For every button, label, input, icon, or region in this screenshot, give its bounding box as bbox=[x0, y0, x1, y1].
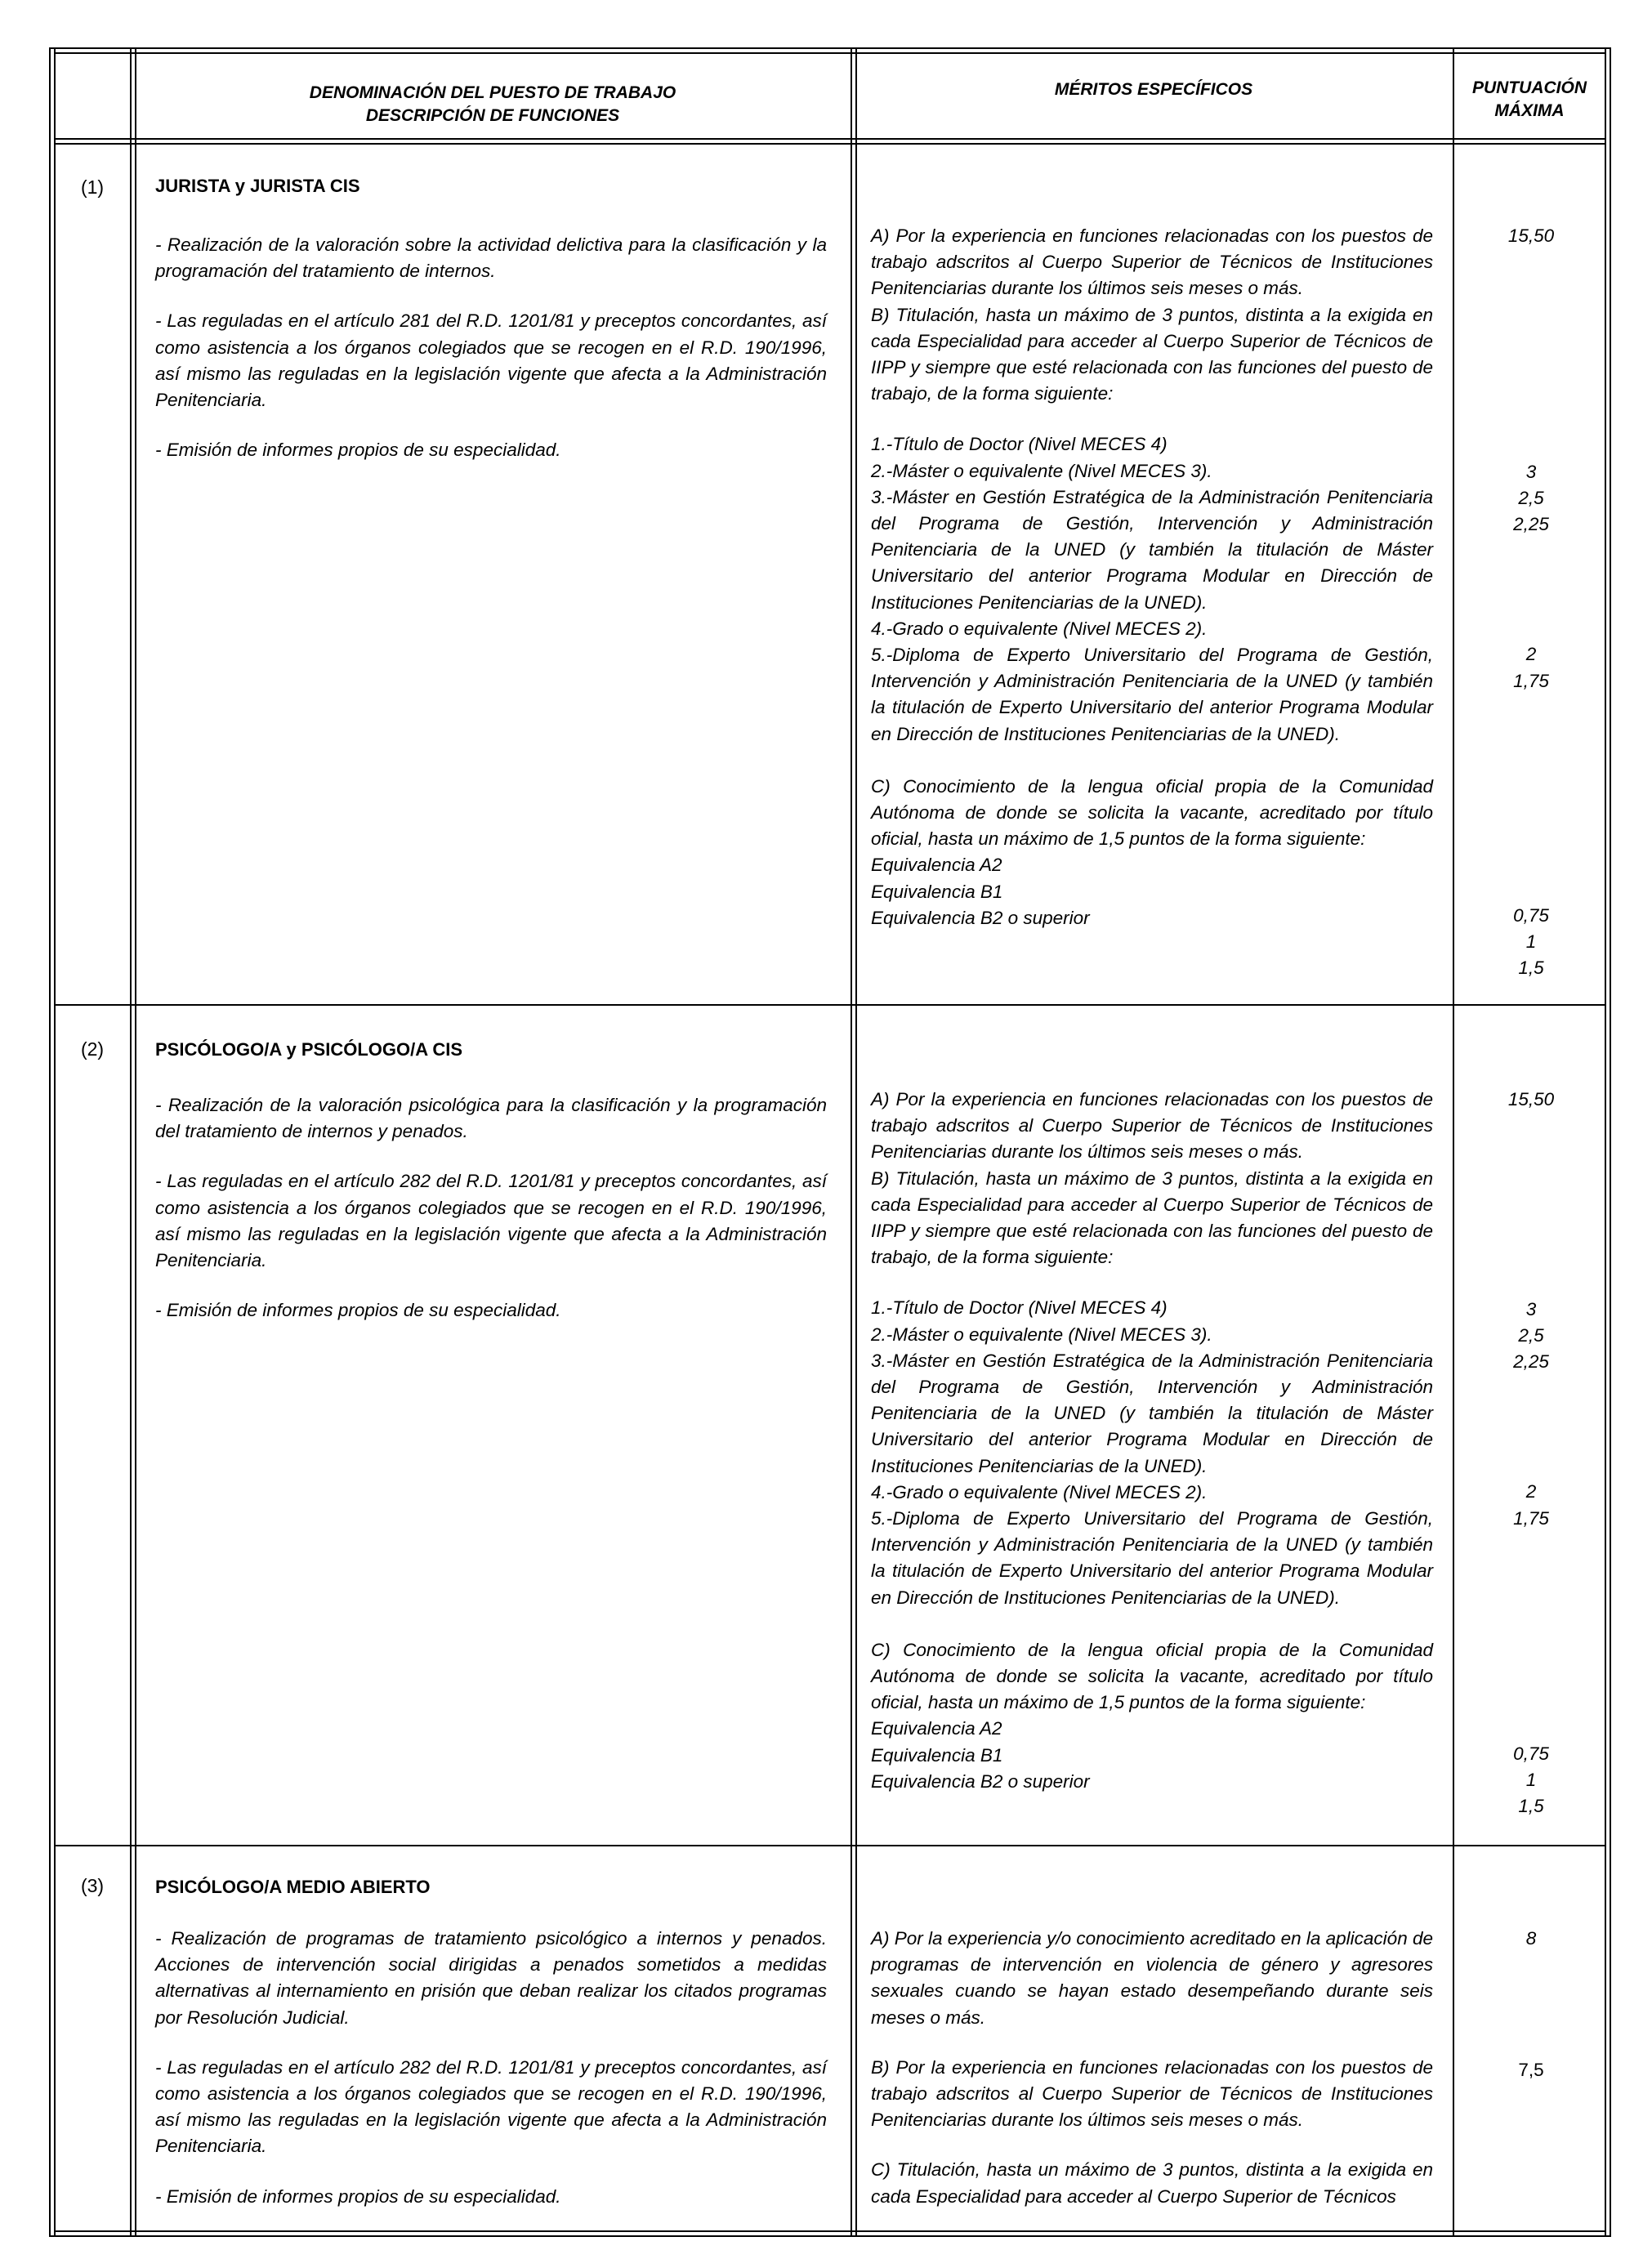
equivalence-item: Equivalencia B1 bbox=[871, 881, 1003, 902]
function-item: - Las reguladas en el artículo 282 del R.D. 1201/81 y preceptos concordantes, así como asistencia a los órganos colegiados que se recogen en el R.D. 190/1996, así mismo las reguladas en la legislación vigente que afecta a la Administración Penitenciaria. bbox=[155, 1171, 827, 1271]
title-item: 2.-Máster o equivalente (Nivel MECES 3). bbox=[871, 460, 1212, 481]
job-title: PSICÓLOGO/A MEDIO ABIERTO bbox=[155, 1877, 431, 1897]
score-value: 1,5 bbox=[1518, 1796, 1544, 1816]
title-item: 3.-Máster en Gestión Estratégica de la Administración Penitenciaria del Programa de Gestión, Intervención y Administración Penitenciaria de la UNED (y también la titulación de Máster Universitario del anterior Programa Modular en Dirección de Instituciones Penitenciarias de la UNED). bbox=[871, 486, 1433, 613]
score-value: 1,75 bbox=[1513, 671, 1549, 691]
score-value: 1,5 bbox=[1518, 958, 1544, 978]
function-item: - Las reguladas en el artículo 282 del R.D. 1201/81 y preceptos concordantes, así como asistencia a los órganos colegiados que se recogen en el R.D. 190/1996, así mismo las reguladas en la legislación vigente que afecta a la Administración Penitenciaria. bbox=[155, 2056, 827, 2157]
score-value: 0,75 bbox=[1513, 1743, 1549, 1764]
merits-column bbox=[871, 1926, 1433, 2210]
functions-column bbox=[155, 1926, 827, 2210]
functions-column bbox=[155, 1092, 827, 1324]
merit-a: A) Por la experiencia en funciones relacionadas con los puestos de trabajo adscritos al Cuerpo Superior de Técnicos de Instituciones Penitenciarias durante los últimos seis meses o más. bbox=[871, 225, 1433, 299]
score-value: 1,75 bbox=[1513, 1508, 1549, 1529]
function-item: - Realización de la valoración psicológica para la clasificación y la programación del tratamiento de internos y penados. bbox=[155, 1095, 827, 1142]
merit-c: C) Conocimiento de la lengua oficial propia de la Comunidad Autónoma de donde se solicita la vacante, acreditado por título oficial, hasta un máximo de 1,5 puntos de la forma siguiente: bbox=[871, 1639, 1433, 1713]
score-value: 0,75 bbox=[1513, 905, 1549, 926]
function-item: - Emisión de informes propios de su especialidad. bbox=[155, 1300, 561, 1321]
header-title-line1: DENOMINACIÓN DEL PUESTO DE TRABAJO bbox=[309, 83, 676, 102]
row-number: (2) bbox=[80, 1038, 105, 1060]
title-item: 4.-Grado o equivalente (Nivel MECES 2). bbox=[871, 1481, 1208, 1502]
header-score-line1: PUNTUACIÓN bbox=[1472, 78, 1587, 97]
merit-b: B) Por la experiencia en funciones relacionadas con los puestos de trabajo adscritos al Cuerpo Superior de Técnicos de Instituciones Penitenciarias durante los últimos seis meses o más. bbox=[871, 2056, 1433, 2131]
equivalence-item: Equivalencia B1 bbox=[871, 1744, 1003, 1766]
function-item: - Las reguladas en el artículo 281 del R.D. 1201/81 y preceptos concordantes, así como asistencia a los órganos colegiados que se recogen en el R.D. 190/1996, así mismo las reguladas en la legislación vigente que afecta a la Administración Penitenciaria. bbox=[155, 310, 827, 411]
score-value: 2,5 bbox=[1518, 488, 1544, 508]
header-score-line2: MÁXIMA bbox=[1494, 101, 1565, 120]
score-value: 7,5 bbox=[1518, 2060, 1544, 2080]
job-title: PSICÓLOGO/A y PSICÓLOGO/A CIS bbox=[155, 1039, 463, 1060]
score-value: 2 bbox=[1525, 644, 1537, 664]
score-value: 1 bbox=[1525, 931, 1537, 952]
header-title-cell bbox=[139, 82, 846, 127]
merits-column bbox=[871, 1087, 1433, 1795]
merit-a: A) Por la experiencia en funciones relacionadas con los puestos de trabajo adscritos al Cuerpo Superior de Técnicos de Instituciones Penitenciarias durante los últimos seis meses o más. bbox=[871, 1089, 1433, 1163]
merit-a: A) Por la experiencia y/o conocimiento acreditado en la aplicación de programas de intervención en violencia de género y agresores sexuales cuando se hayan estado desempeñando durante seis meses o más. bbox=[871, 1928, 1433, 2028]
title-item: 4.-Grado o equivalente (Nivel MECES 2). bbox=[871, 618, 1208, 639]
equivalence-item: Equivalencia A2 bbox=[871, 1718, 1002, 1739]
title-item: 3.-Máster en Gestión Estratégica de la Administración Penitenciaria del Programa de Gestión, Intervención y Administración Penitenciaria de la UNED (y también la titulación de Máster Universitario del anterior Programa Modular en Dirección de Instituciones Penitenciarias de la UNED). bbox=[871, 1350, 1433, 1476]
equivalence-item: Equivalencia A2 bbox=[871, 855, 1002, 876]
merit-b: B) Titulación, hasta un máximo de 3 puntos, distinta a la exigida en cada Especialidad para acceder al Cuerpo Superior de Técnicos de IIPP y siempre que esté relacionada con las funciones del puesto de trabajo, de la forma siguiente: bbox=[871, 1167, 1433, 1268]
job-title: JURISTA y JURISTA CIS bbox=[155, 176, 360, 196]
score-value: 1 bbox=[1525, 1770, 1537, 1790]
merit-b: B) Titulación, hasta un máximo de 3 puntos, distinta a la exigida en cada Especialidad para acceder al Cuerpo Superior de Técnicos de IIPP y siempre que esté relacionada con las funciones del puesto de trabajo, de la forma siguiente: bbox=[871, 304, 1433, 404]
header-title-line2: DESCRIPCIÓN DE FUNCIONES bbox=[365, 106, 620, 125]
title-item: 5.-Diploma de Experto Universitario del Programa de Gestión, Intervención y Administración Penitenciaria de la UNED (y también la titulación de Experto Universitario del anterior Programa Modular en Dirección de Instituciones Penitenciarias de la UNED). bbox=[871, 1508, 1433, 1608]
score-value: 2,5 bbox=[1518, 1325, 1544, 1346]
function-item: - Realización de la valoración sobre la actividad delictiva para la clasificación y la programación del tratamiento de internos. bbox=[155, 234, 827, 282]
header-score-cell bbox=[1456, 77, 1603, 123]
function-item: - Emisión de informes propios de su especialidad. bbox=[155, 2185, 561, 2207]
score-value: 2 bbox=[1525, 1481, 1537, 1502]
row-number: (3) bbox=[80, 1875, 105, 1896]
title-item: 2.-Máster o equivalente (Nivel MECES 3). bbox=[871, 1324, 1212, 1345]
score-value: 8 bbox=[1525, 1928, 1537, 1949]
score-value: 2,25 bbox=[1513, 514, 1549, 534]
function-item: - Realización de programas de tratamiento psicológico a internos y penados. Acciones de intervención social dirigidas a penados sometidos a medidas alternativas al internamiento en prisión que deban realizar los citados programas por Resolución Judicial. bbox=[155, 1928, 827, 2028]
equivalence-item: Equivalencia B2 o superior bbox=[871, 907, 1090, 928]
equivalence-item: Equivalencia B2 o superior bbox=[871, 1770, 1090, 1792]
title-item: 5.-Diploma de Experto Universitario del Programa de Gestión, Intervención y Administración Penitenciaria de la UNED (y también la titulación de Experto Universitario del anterior Programa Modular en Dirección de Instituciones Penitenciarias de la UNED). bbox=[871, 645, 1433, 744]
functions-column bbox=[155, 232, 827, 463]
merit-c: C) Titulación, hasta un máximo de 3 puntos, distinta a la exigida en cada Especialidad para acceder al Cuerpo Superior de Técnicos bbox=[871, 2159, 1433, 2207]
score-value: 3 bbox=[1525, 462, 1537, 482]
row-number: (1) bbox=[80, 176, 105, 198]
header-merits: MÉRITOS ESPECÍFICOS bbox=[1054, 80, 1253, 99]
score-value: 15,50 bbox=[1507, 1089, 1555, 1109]
merit-c: C) Conocimiento de la lengua oficial propia de la Comunidad Autónoma de donde se solicita la vacante, acreditado por título oficial, hasta un máximo de 1,5 puntos de la forma siguiente: bbox=[871, 775, 1433, 850]
merits-column bbox=[871, 223, 1433, 931]
function-item: - Emisión de informes propios de su especialidad. bbox=[155, 440, 561, 461]
score-value: 2,25 bbox=[1513, 1351, 1549, 1372]
title-item: 1.-Título de Doctor (Nivel MECES 4) bbox=[871, 434, 1168, 455]
title-item: 1.-Título de Doctor (Nivel MECES 4) bbox=[871, 1297, 1168, 1319]
score-value: 15,50 bbox=[1507, 225, 1555, 246]
score-value: 3 bbox=[1525, 1299, 1537, 1319]
